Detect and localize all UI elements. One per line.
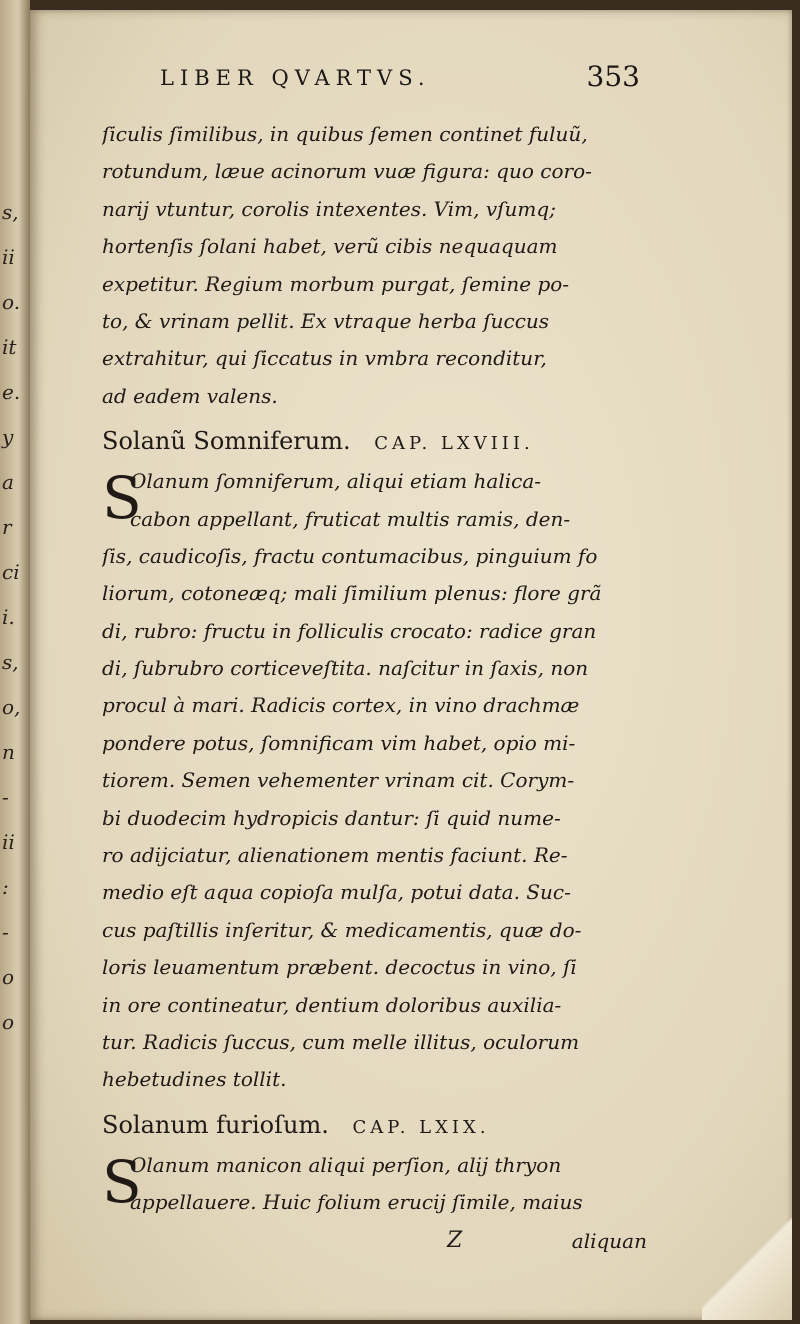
margin-glyph: i. — [2, 605, 15, 629]
margin-glyph: o. — [2, 290, 21, 314]
margin-glyph: o, — [2, 695, 21, 719]
section-paragraph — [102, 463, 647, 1099]
margin-glyph: s, — [2, 200, 19, 224]
margin-glyph: - — [2, 920, 9, 944]
text-line: ſiculis ſimilibus, in quibus ſemen continet fuluũ, — [102, 122, 588, 146]
text-line: expetitur. Regium morbum purgat, ſemine po- — [102, 271, 570, 296]
text-line: in ore contineatur, dentium doloribus auxilia- — [102, 992, 562, 1017]
text-line: di, rubro: fructu in folliculis crocato: radice gran — [102, 618, 597, 643]
margin-glyph: s, — [2, 650, 19, 674]
text-line: ad eadem valens. — [102, 383, 278, 408]
section-title: Solanũ Somniferum. — [102, 427, 351, 456]
text-line: extrahitur, qui ſiccatus in vmbra reconditur, — [102, 346, 547, 371]
margin-glyph: a — [2, 470, 14, 494]
text-line: bi duodecim hydropicis dantur: ſi quid nume- — [102, 805, 561, 830]
text-line: ſis, caudicoſis, fractu contumacibus, pinguium fo — [102, 543, 598, 568]
text-line: medio eſt aqua copioſa mulſa, potui data. Suc- — [102, 880, 571, 905]
folded-corner — [702, 1210, 792, 1320]
text-line: liorum, cotoneæq; mali ſimilium plenus: flore grã — [102, 581, 602, 606]
page-header — [160, 60, 640, 100]
margin-glyph: it — [2, 335, 17, 359]
text-line: pondere potus, ſomnificam vim habet, opio mi- — [102, 730, 576, 755]
section-heading — [102, 419, 647, 463]
book-page — [30, 10, 792, 1320]
text-line: cus paſtillis inſeritur, & medicamentis, quæ do- — [102, 917, 582, 942]
margin-glyph: e. — [2, 380, 21, 404]
margin-glyph: n — [2, 740, 15, 764]
drop-capital: S — [102, 1147, 142, 1216]
text-line: loris leuamentum præbent. decoctus in vino, ſi — [102, 955, 577, 980]
text-line: di, ſubrubro corticeveſtita. naſcitur in ſaxis, non — [102, 656, 589, 681]
text-line: rotundum, læue acinorum vuæ figura: quo coro- — [102, 159, 592, 184]
margin-glyph: o — [2, 1010, 15, 1034]
margin-glyph: ii — [2, 830, 15, 854]
text-line: tur. Radicis ſuccus, cum melle illitus, oculorum — [102, 1029, 580, 1054]
signature-mark: Z — [447, 1227, 463, 1253]
margin-glyph: y — [2, 425, 14, 449]
text-line: procul à mari. Radicis cortex, in vino drachmæ — [102, 693, 580, 718]
page-number: 353 — [586, 60, 640, 93]
text-line: cabon appellant, fruticat multis ramis, den- — [130, 506, 571, 531]
section-title: Solanum furioſum. — [102, 1110, 329, 1139]
text-line: to, & vrinam pellit. Ex vtraque herba ſuccus — [102, 308, 550, 333]
intro-paragraph — [102, 116, 647, 415]
chapter-number: CAP. LXVIII. — [374, 433, 534, 455]
text-line: appellauere. Huic folium erucij ſimile, maius — [130, 1190, 583, 1215]
running-head: LIBER QVARTVS. — [160, 66, 431, 90]
catchword: aliquan — [571, 1228, 647, 1253]
margin-glyph: r — [2, 515, 12, 539]
chapter-number: CAP. LXIX. — [352, 1116, 490, 1138]
text-line: narij vtuntur, corolis intexentes. Vim, vſumq; — [102, 196, 556, 221]
section-paragraph — [102, 1147, 647, 1222]
text-block — [102, 116, 647, 1260]
margin-glyph: - — [2, 785, 9, 809]
page-footer — [102, 1222, 647, 1260]
margin-glyph: : — [2, 875, 9, 899]
section-heading — [102, 1103, 647, 1147]
margin-glyph: ci — [2, 560, 20, 584]
margin-glyph: ii — [2, 245, 15, 269]
margin-glyph: o — [2, 965, 15, 989]
text-line: ro adijciatur, alienationem mentis faciunt. Re- — [102, 843, 568, 868]
text-line: hebetudines tollit. — [102, 1067, 287, 1092]
previous-page-edge — [0, 0, 30, 1324]
text-line: tiorem. Semen vehementer vrinam cit. Corym- — [102, 768, 575, 793]
text-line: Olanum ſomniferum, aliqui etiam halica- — [130, 469, 541, 494]
text-line: Olanum manicon aliqui perſion, alij thryon — [130, 1152, 562, 1177]
text-line: hortenſis ſolani habet, verũ cibis nequaquam — [102, 234, 558, 259]
drop-capital: S — [102, 464, 142, 533]
